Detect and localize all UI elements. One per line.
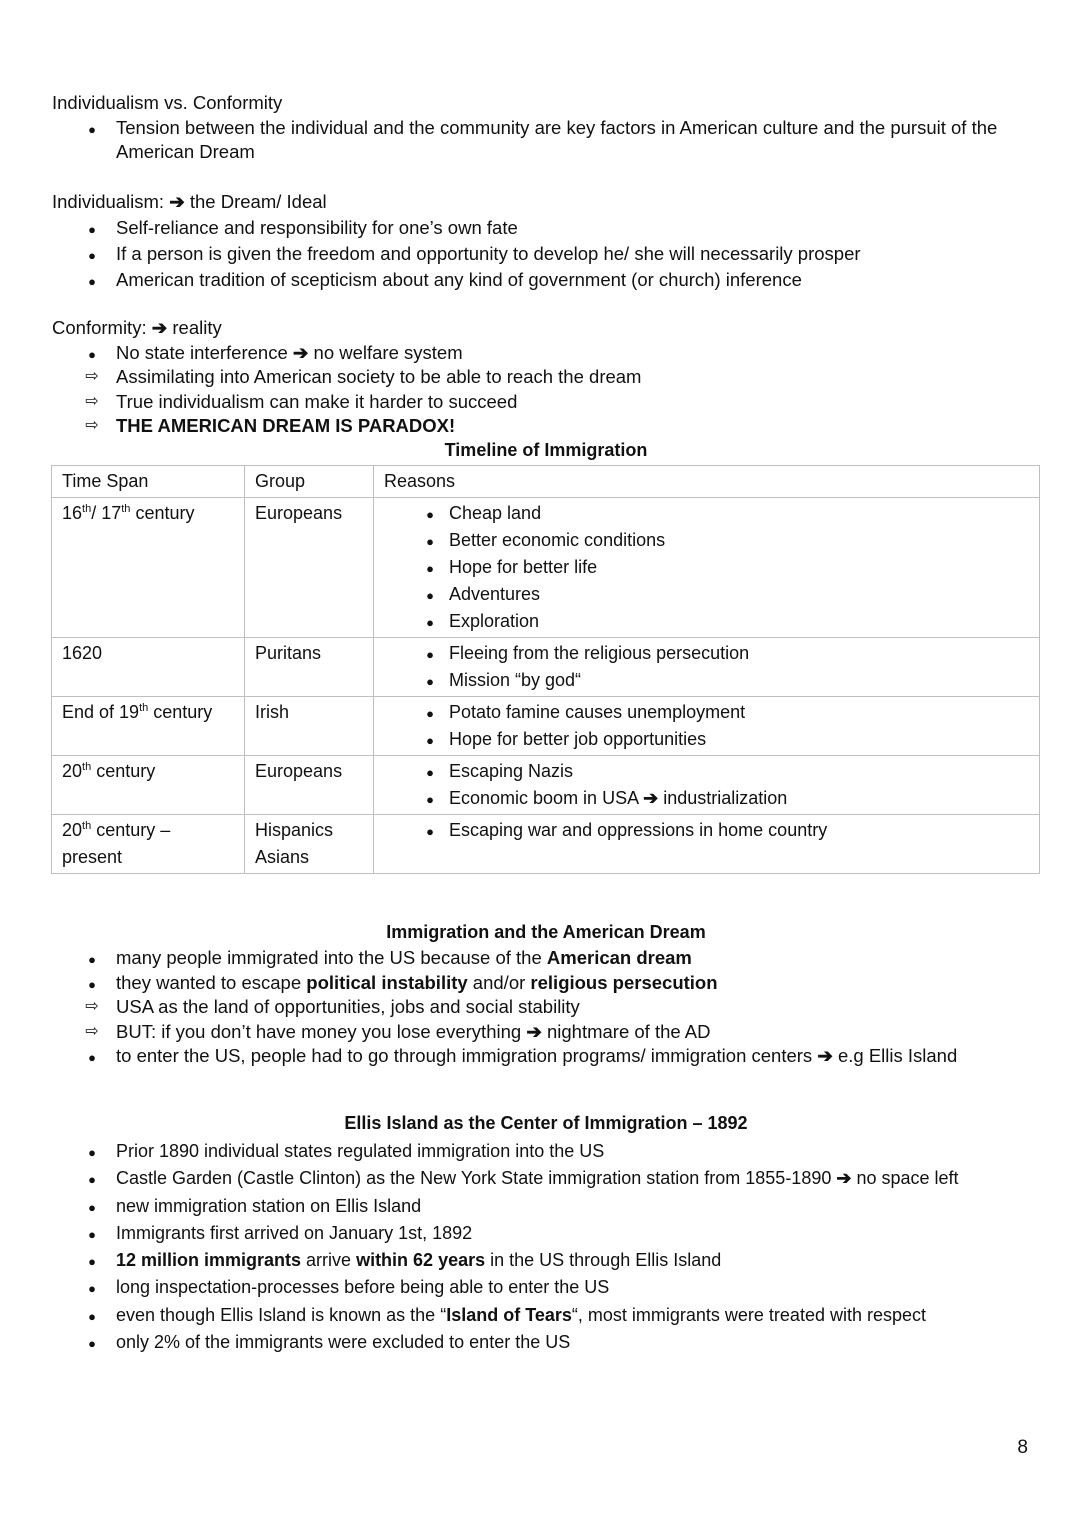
section-conformity — [52, 316, 1040, 439]
reasons-cell — [374, 756, 1040, 815]
time-span-cell: 20th century — [52, 756, 245, 815]
list-item: ● Escaping Nazis — [384, 758, 1029, 785]
bullet-icon — [420, 758, 440, 786]
bullet-icon — [80, 1220, 104, 1248]
bullet-icon — [420, 785, 440, 813]
section-ellis-island — [52, 1138, 1040, 1356]
section-individualism-vs-conformity — [52, 91, 1040, 165]
list-item: ● Fleeing from the religious persecution — [384, 640, 1029, 667]
immigration-title: Immigration and the American Dream — [386, 922, 706, 942]
list-item: ● Hope for better job opportunities — [384, 726, 1029, 753]
list-item: ● American tradition of scepticism about any kind of government (or church) inference — [52, 267, 1040, 293]
list-item: ⇨ Assimilating into American society to be able to reach the dream — [52, 365, 1040, 390]
bullet-icon — [80, 1193, 104, 1221]
bullet-icon — [80, 1302, 104, 1330]
time-span-cell: End of 19th century — [52, 697, 245, 756]
table-row — [52, 815, 1040, 874]
list-item: ● long inspectation-processes before being able to enter the US — [52, 1274, 1040, 1301]
section-heading: Individualism vs. Conformity — [52, 92, 283, 113]
bullet-icon — [420, 667, 440, 695]
reasons-cell — [374, 815, 1040, 874]
list-item: ● If a person is given the freedom and opportunity to develop he/ she will necessarily prosper — [52, 241, 1040, 267]
list-item: ● No state interference ➔ no welfare system — [52, 341, 1040, 366]
bullet-icon — [80, 971, 104, 998]
time-span-cell: 1620 — [52, 638, 245, 697]
list-item: ● Hope for better life — [384, 554, 1029, 581]
column-header: Reasons — [374, 466, 1040, 498]
bullet-icon — [420, 500, 440, 528]
table-row — [52, 697, 1040, 756]
hollow-arrow-icon: ⇨ — [85, 1022, 99, 1040]
group-cell: Europeans — [245, 498, 374, 638]
group-cell: Irish — [245, 697, 374, 756]
list-item: ⇨ USA as the land of opportunities, jobs and social stability — [52, 995, 1040, 1020]
right-arrow-icon: ➔ — [151, 317, 168, 338]
reasons-cell — [374, 638, 1040, 697]
bullet-icon — [420, 726, 440, 754]
list-item: ● Potato famine causes unemployment — [384, 699, 1029, 726]
list-item: ● Adventures — [384, 581, 1029, 608]
group-cell: Hispanics Asians — [245, 815, 374, 874]
list-item: ● Immigrants first arrived on January 1st, 1892 — [52, 1220, 1040, 1247]
bullet-icon — [80, 1274, 104, 1302]
table-row — [52, 756, 1040, 815]
list-item: ● Better economic conditions — [384, 527, 1029, 554]
bullet-icon — [80, 241, 104, 269]
reasons-cell — [374, 697, 1040, 756]
list-item: ● Tension between the individual and the community are key factors in American culture and the pursuit of the American Dream — [52, 116, 1040, 165]
time-span-cell: 20th century – present — [52, 815, 245, 874]
right-arrow-icon: ➔ — [169, 191, 185, 212]
right-arrow-icon: ➔ — [526, 1020, 542, 1042]
list-item: ● Economic boom in USA ➔ industrialization — [384, 785, 1029, 812]
section-heading: Individualism: ➔ the Dream/ Ideal — [52, 191, 327, 212]
bullet-icon — [80, 116, 104, 143]
list-item: ● many people immigrated into the US because of the American dream — [52, 946, 1040, 971]
hollow-arrow-icon: ⇨ — [85, 998, 99, 1015]
list-item: ● Exploration — [384, 608, 1029, 635]
right-arrow-icon: ➔ — [643, 788, 659, 808]
bullet-icon — [420, 608, 440, 636]
time-span-cell: 16th/ 17th century — [52, 498, 245, 638]
timeline-table — [51, 465, 1040, 874]
bullet-icon — [80, 1138, 104, 1166]
list-item: ⇨ True individualism can make it harder to succeed — [52, 390, 1040, 415]
bullet-icon — [80, 1247, 104, 1275]
table-header-row — [52, 466, 1040, 498]
bullet-icon — [420, 817, 440, 845]
hollow-arrow-icon: ⇨ — [85, 368, 99, 385]
bullet-icon — [80, 1165, 104, 1193]
hollow-arrow-icon: ⇨ — [85, 417, 99, 434]
table-row — [52, 638, 1040, 697]
list-item: ● Self-reliance and responsibility for one’s own fate — [52, 215, 1040, 241]
section-individualism — [52, 190, 1040, 293]
hollow-arrow-icon: ⇨ — [85, 392, 99, 410]
bullet-icon — [80, 1044, 104, 1071]
list-item: ● even though Ellis Island is known as the “Island of Tears“, most immigrants were treated with respect — [52, 1302, 1040, 1329]
group-cell: Europeans — [245, 756, 374, 815]
list-item: ● 12 million immigrants arrive within 62 years in the US through Ellis Island — [52, 1247, 1040, 1274]
list-item: ● Mission “by god“ — [384, 667, 1029, 694]
group-cell: Puritans — [245, 638, 374, 697]
bullet-icon — [80, 341, 104, 368]
table-row — [52, 498, 1040, 638]
section-immigration — [52, 946, 1040, 1069]
list-item: ● Castle Garden (Castle Clinton) as the New York State immigration station from 1855-1890 ➔ no space left — [52, 1165, 1040, 1192]
list-item: ● they wanted to escape political instability and/or religious persecution — [52, 971, 1040, 996]
bullet-icon — [80, 215, 104, 243]
timeline-title: Timeline of Immigration — [444, 440, 648, 460]
right-arrow-icon: ➔ — [836, 1168, 852, 1189]
list-item: ● Cheap land — [384, 500, 1029, 527]
list-item: ⇨ THE AMERICAN DREAM IS PARADOX! — [52, 414, 1040, 439]
bullet-icon — [80, 267, 104, 295]
bullet-icon — [420, 699, 440, 727]
list-item: ● new immigration station on Ellis Island — [52, 1193, 1040, 1220]
page-number: 8 — [1017, 1437, 1028, 1458]
right-arrow-icon: ➔ — [292, 341, 309, 363]
list-item: ● Prior 1890 individual states regulated immigration into the US — [52, 1138, 1040, 1165]
list-item: ● Escaping war and oppressions in home country — [384, 817, 1029, 844]
bullet-icon — [80, 946, 104, 973]
right-arrow-icon: ➔ — [817, 1045, 833, 1066]
list-item: ● only 2% of the immigrants were excluded to enter the US — [52, 1329, 1040, 1356]
section-heading: Conformity: ➔ reality — [52, 317, 222, 338]
bullet-icon — [80, 1329, 104, 1357]
bullet-icon — [420, 527, 440, 555]
list-item: ● to enter the US, people had to go through immigration programs/ immigration centers ➔ e.g Ellis Island — [52, 1044, 1040, 1069]
list-item: ⇨ BUT: if you don’t have money you lose everything ➔ nightmare of the AD — [52, 1020, 1040, 1045]
bullet-icon — [420, 581, 440, 609]
column-header: Time Span — [52, 466, 245, 498]
ellis-title: Ellis Island as the Center of Immigration – 1892 — [344, 1113, 748, 1133]
column-header: Group — [245, 466, 374, 498]
bullet-icon — [420, 554, 440, 582]
bullet-icon — [420, 640, 440, 668]
reasons-cell — [374, 498, 1040, 638]
